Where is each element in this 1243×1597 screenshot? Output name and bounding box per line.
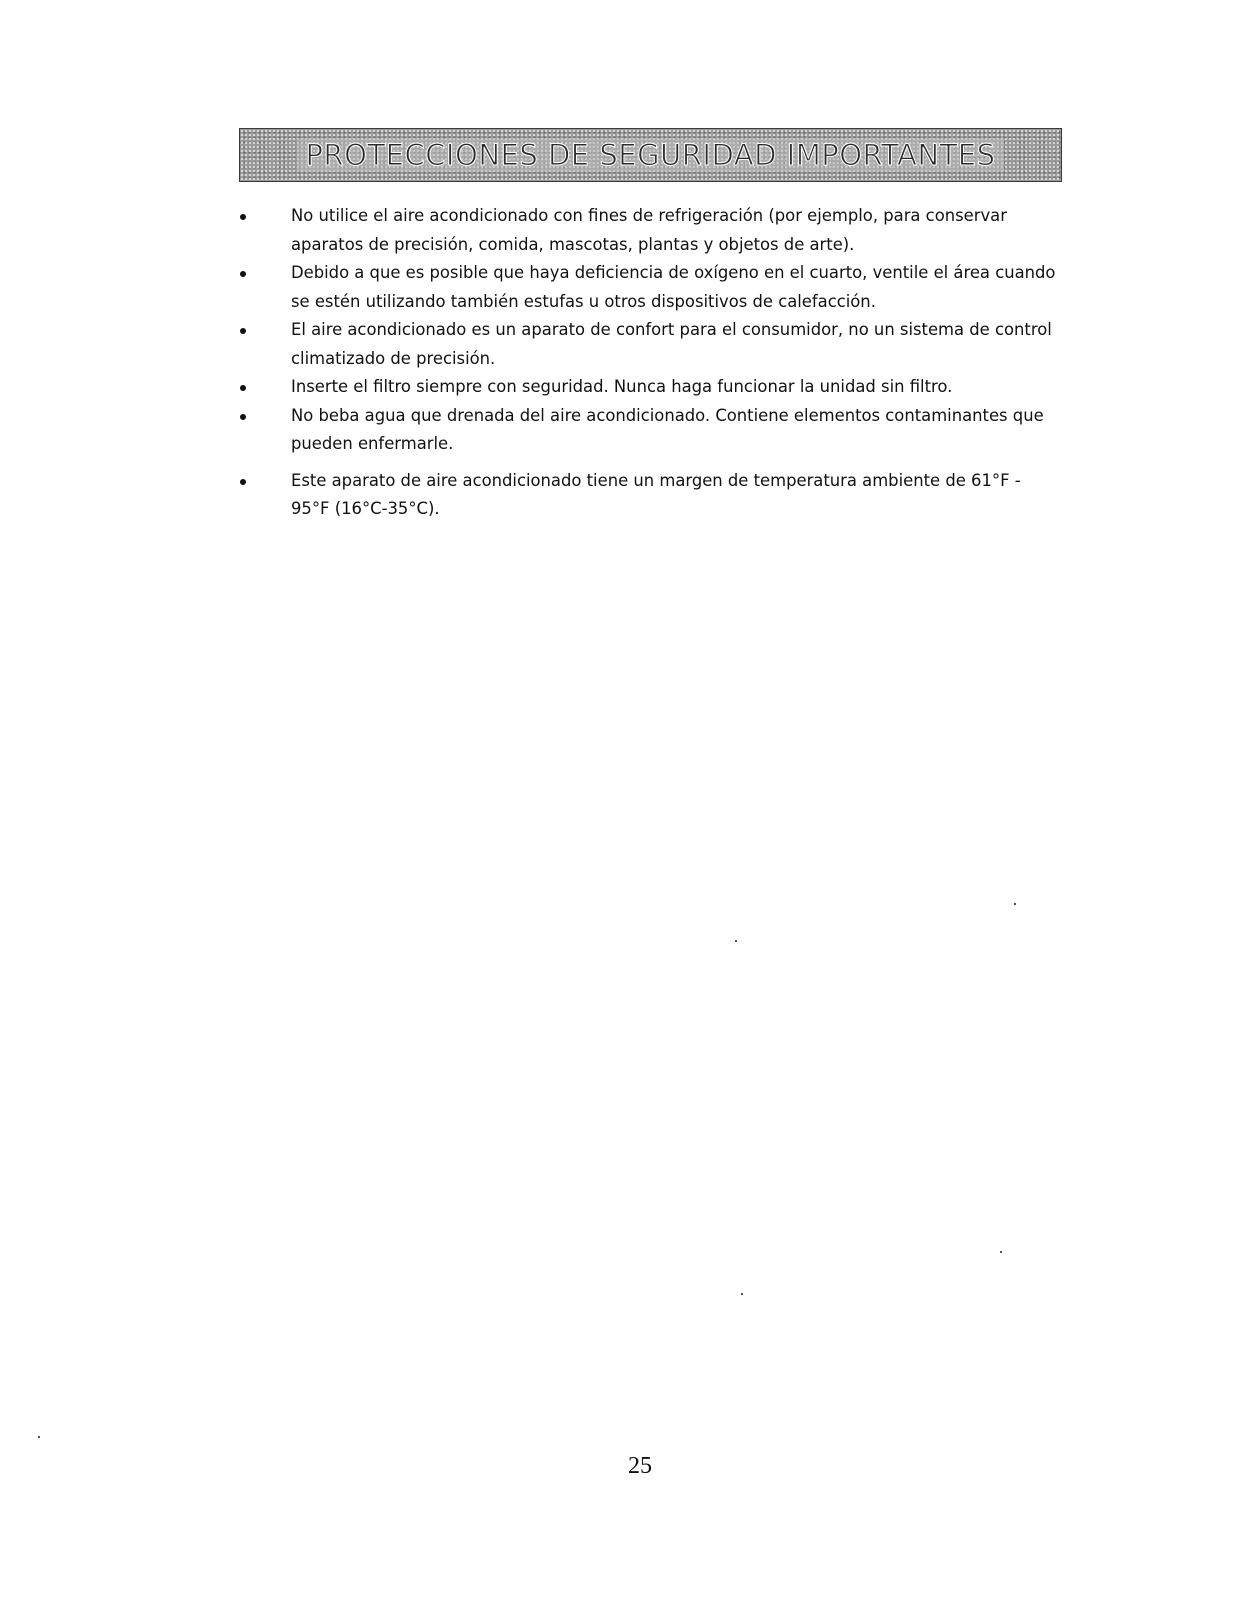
list-item: [238, 467, 1058, 524]
bullet-icon: [240, 271, 246, 277]
scan-speck: [735, 940, 737, 942]
scan-speck: [38, 1436, 40, 1438]
list-item-text: El aire acondicionado es un aparato de confort para el consumidor, no un sistema de control climatizado de precisión.: [291, 320, 1052, 368]
scan-speck: [1000, 1251, 1002, 1253]
list-item: [238, 402, 1058, 459]
section-title: PROTECCIONES DE SEGURIDAD IMPORTANTES: [297, 138, 1003, 172]
scan-speck: [741, 1293, 743, 1295]
bullet-icon: [240, 328, 246, 334]
scan-speck: [1014, 903, 1016, 905]
safety-list: [238, 202, 1058, 524]
bullet-icon: [240, 214, 246, 220]
page-number: 25: [628, 1453, 652, 1479]
list-item: [238, 259, 1058, 316]
list-item-text: Este aparato de aire acondicionado tiene un margen de temperatura ambiente de 61°F - 95°F (16°C-35°C).: [291, 470, 1021, 518]
list-item: [238, 202, 1058, 259]
list-item-text: No beba agua que drenada del aire acondicionado. Contiene elementos contaminantes que pueden enfermarle.: [291, 405, 1044, 453]
list-item-text: Inserte el filtro siempre con seguridad. Nunca haga funcionar la unidad sin filtro.: [291, 377, 953, 396]
list-item: [238, 316, 1058, 373]
section-header-banner: [239, 128, 1062, 182]
bullet-icon: [240, 414, 246, 420]
list-item: [238, 373, 1058, 402]
bullet-icon: [240, 385, 246, 391]
list-item-text: Debido a que es posible que haya deficiencia de oxígeno en el cuarto, ventile el área cuando se estén utilizando también estufas u otros dispositivos de calefacción.: [291, 263, 1056, 311]
list-item-text: No utilice el aire acondicionado con fines de refrigeración (por ejemplo, para conservar aparatos de precisión, comida, mascotas, plantas y objetos de arte).: [291, 206, 1007, 254]
bullet-icon: [240, 479, 246, 485]
